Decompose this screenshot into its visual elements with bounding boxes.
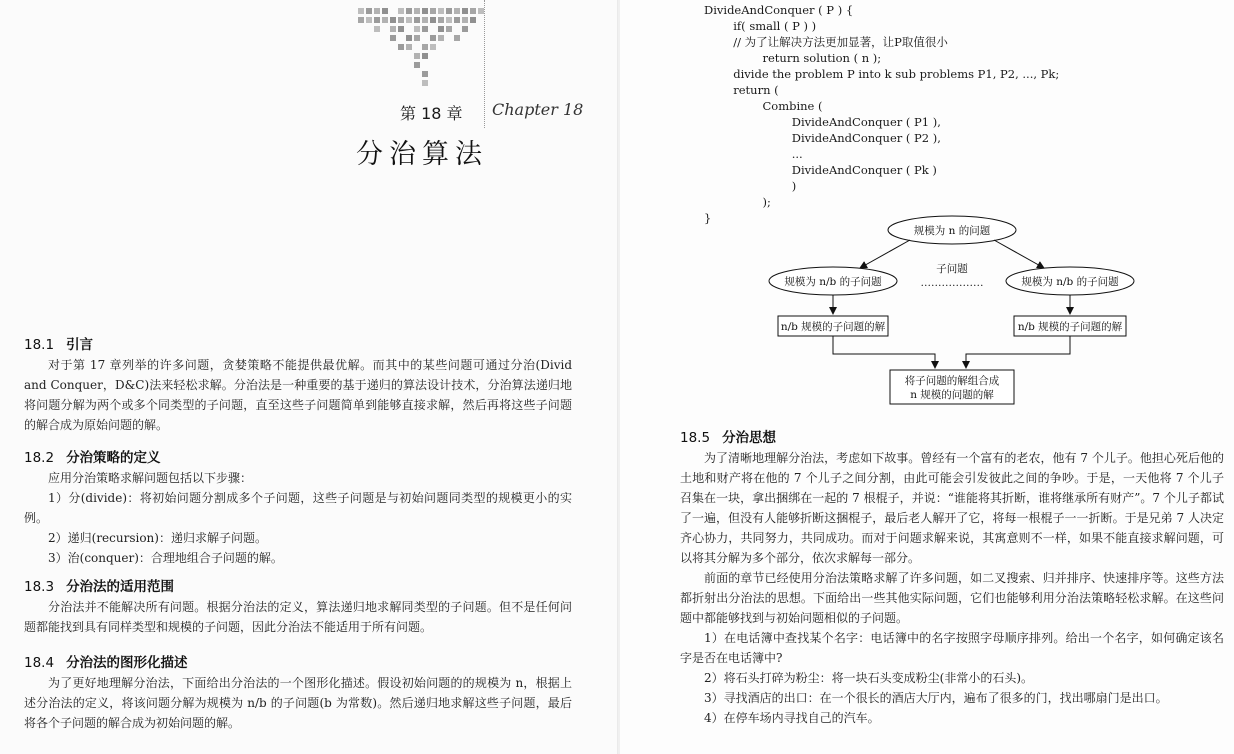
section-heading-18-5: 18.5 分治思想 bbox=[680, 430, 777, 446]
code-line: Combine ( bbox=[704, 99, 823, 113]
section-18-5-body bbox=[680, 448, 1224, 728]
chapter-divider bbox=[484, 0, 485, 128]
code-line: DivideAndConquer ( Pk ) bbox=[704, 163, 937, 177]
arrow-right-combine bbox=[966, 336, 1070, 368]
combine-label-1: 将子问题的解组合成 bbox=[904, 375, 1000, 387]
section-heading-18-1: 18.1 引言 bbox=[24, 337, 94, 353]
code-line: // 为了让解决方法更加显著，让P取值很小 bbox=[704, 35, 948, 49]
solution-left-label: n/b 规模的子问题的解 bbox=[780, 321, 886, 333]
paragraph: 前面的章节已经使用分治法策略求解了许多问题，如二叉搜索、归并排序、快速排序等。这些方法都折射出分治法的思想。下面给出一些其他实际问题，它们也能够利用分治法策略轻松求解。在这些问题中都能够找到与初始问题相似的子问题。 bbox=[680, 571, 1224, 625]
section-18-3-text: 分治法并不能解决所有问题。根据分治法的定义，算法递归地求解同类型的子问题。但不是任何问题都能找到具有同样类型和规模的子问题，因此分治法不能适用于所有问题。 bbox=[24, 600, 572, 634]
list-item: 4）在停车场内寻找自己的汽车。 bbox=[704, 711, 880, 725]
section-18-1-text: 对于第 17 章列举的许多问题，贪婪策略不能提供最优解。而其中的某些问题可通过分治(Divid and Conquer，D&C)法来轻松求解。分治法是一种重要的基于递归的算法设计技术，分治算法递归地将问题分解为两个或多个同类型的子问题，直至这些子问题简单到能够直接求解，然后再将这些子问题的解合成为原始问题的解。 bbox=[24, 358, 572, 432]
solution-right-label: n/b 规模的子问题的解 bbox=[1017, 321, 1123, 333]
code-line: DivideAndConquer ( P ) { bbox=[704, 3, 854, 17]
section-18-2-body bbox=[24, 468, 572, 568]
chapter-title: 分治算法 bbox=[356, 139, 488, 170]
code-line: divide the problem P into k sub problems P1, P2, ..., Pk; bbox=[704, 67, 1060, 81]
code-line: if( small ( P ) ) bbox=[704, 19, 817, 33]
code-line: DivideAndConquer ( P2 ), bbox=[704, 131, 941, 145]
combine-label-2: n 规模的问题的解 bbox=[910, 389, 994, 401]
ellipsis-dots: ……………… bbox=[920, 277, 984, 289]
subproblem-left-label: 规模为 n/b 的子问题 bbox=[784, 276, 882, 288]
subproblem-right-label: 规模为 n/b 的子问题 bbox=[1021, 276, 1119, 288]
chapter-script-label: Chapter 18 bbox=[492, 100, 584, 119]
code-line: ) bbox=[704, 179, 797, 193]
code-line: return solution ( n ); bbox=[704, 51, 882, 65]
arrow-left-combine bbox=[833, 336, 935, 368]
code-line: DivideAndConquer ( P1 ), bbox=[704, 115, 941, 129]
code-line: } bbox=[704, 211, 712, 225]
list-item: 2）将石头打碎为粉尘：将一块石头变成粉尘(非常小的石头)。 bbox=[704, 671, 1034, 685]
paragraph: 为了清晰地理解分治法，考虑如下故事。曾经有一个富有的老农，他有 7 个儿子。他担心死后他的土地和财产将在他的 7 个儿子之间分割，由此可能会引发彼此之间的争吵。于是，一天他将 7 个儿子召集在一块，拿出捆绑在一起的 7 根棍子，并说：“谁能将其折断，谁将继承所有财产”。7 个儿子都试了一遍，但没有人能够折断这捆棍子，最后老人解开了它，将每一根棍子一一折断。于是兄弟 7 人决定齐心协力，共同努力，共同成功。而对于问题求解来说，其寓意则不一样，如果不能直接求解问题，可以将其分解为多个部分，依次求解每一部分。 bbox=[680, 451, 1224, 565]
list-item: 3）治(conquer)：合理地组合子问题的解。 bbox=[48, 551, 283, 565]
code-line: ); bbox=[704, 195, 771, 209]
code-line: ... bbox=[704, 147, 803, 161]
list-item: 3）寻找酒店的出口：在一个很长的酒店大厅内，遍布了很多的门，找出哪扇门是出口。 bbox=[704, 691, 1168, 705]
list-item: 1）分(divide)：将初始问题分割成多个子问题，这些子问题是与初始问题同类型的规模更小的实例。 bbox=[24, 491, 572, 525]
divide-conquer-diagram bbox=[750, 210, 1150, 410]
root-problem-label: 规模为 n 的问题 bbox=[913, 225, 991, 237]
pseudocode-block bbox=[704, 2, 1059, 226]
list-item: 应用分治策略求解问题包括以下步骤： bbox=[48, 471, 253, 485]
section-heading-18-4: 18.4 分治法的图形化描述 bbox=[24, 655, 188, 671]
arrow-root-right bbox=[994, 240, 1044, 268]
subproblem-caption: 子问题 bbox=[936, 263, 968, 275]
list-item: 1）在电话簿中查找某个名字：电话簿中的名字按照字母顺序排列。给出一个名字，如何确定该名字是否在电话簿中? bbox=[680, 631, 1224, 665]
arrow-root-left bbox=[860, 240, 910, 268]
section-heading-18-2: 18.2 分治策略的定义 bbox=[24, 450, 161, 466]
section-18-4-text: 为了更好地理解分治法，下面给出分治法的一个图形化描述。假设初始问题的的规模为 n，根据上述分治法的定义，将该问题分解为规模为 n/b 的子问题(b 为常数)。然后递归地求解这些子问题，最后将各个子问题的解合成为初始问题的解。 bbox=[24, 676, 572, 730]
section-heading-18-3: 18.3 分治法的适用范围 bbox=[24, 579, 175, 595]
code-line: return ( bbox=[704, 83, 779, 97]
list-item: 2）递归(recursion)：递归求解子问题。 bbox=[48, 531, 267, 545]
chapter-number: 第 18 章 bbox=[400, 104, 463, 123]
